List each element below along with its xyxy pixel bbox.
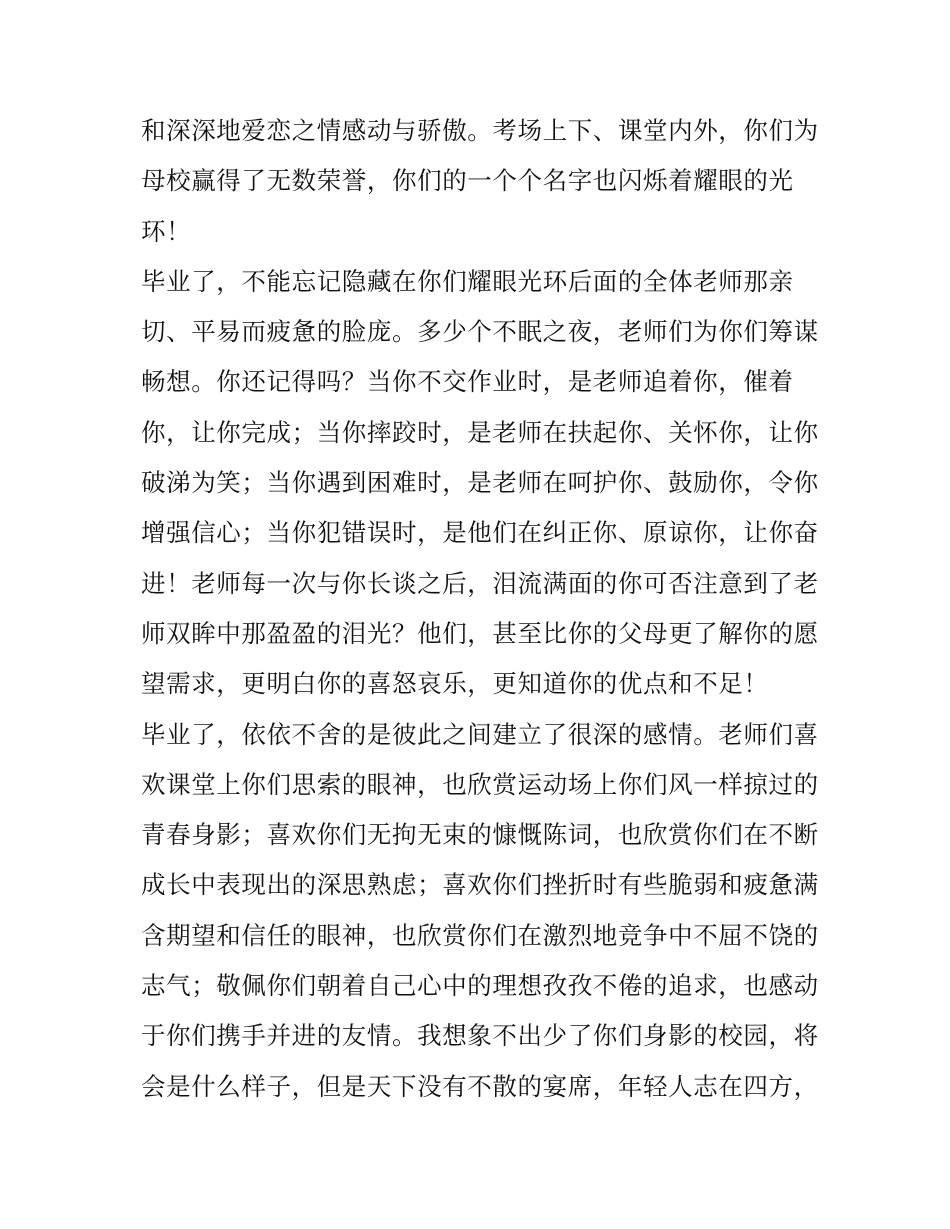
text-line: 畅想。你还记得吗？当你不交作业时，是老师追着你，催着	[141, 367, 794, 397]
text-line: 切、平易而疲惫的脸庞。多少个不眠之夜，老师们为你们筹谋	[141, 317, 819, 347]
text-line: 望需求，更明白你的喜怒哀乐，更知道你的优点和不足！	[141, 669, 769, 699]
text-line: 母校赢得了无数荣誉，你们的一个个名字也闪烁着耀眼的光	[141, 166, 794, 196]
text-line: 增强信心；当你犯错误时，是他们在纠正你、原谅你，让你奋	[141, 518, 819, 548]
text-line: 青春身影；喜欢你们无拘无束的慷慨陈词，也欣赏你们在不断	[141, 820, 819, 850]
text-line: 于你们携手并进的友情。我想象不出少了你们身影的校园，将	[141, 1021, 819, 1051]
text-line: 含期望和信任的眼神，也欣赏你们在激烈地竞争中不屈不饶的	[141, 920, 819, 950]
text-line: 进！老师每一次与你长谈之后，泪流满面的你可否注意到了老	[141, 568, 819, 598]
text-line: 成长中表现出的深思熟虑；喜欢你们挫折时有些脆弱和疲惫满	[141, 870, 819, 900]
text-line: 师双眸中那盈盈的泪光？他们，甚至比你的父母更了解你的愿	[141, 618, 819, 648]
text-line: 会是什么样子，但是天下没有不散的宴席，年轻人志在四方，	[141, 1071, 819, 1101]
text-line: 欢课堂上你们思索的眼神，也欣赏运动场上你们风一样掠过的	[141, 769, 819, 799]
text-line: 和深深地爱恋之情感动与骄傲。考场上下、课堂内外，你们为	[141, 116, 819, 145]
text-line: 志气；敬佩你们朝着自己心中的理想孜孜不倦的追求，也感动	[141, 971, 819, 1001]
text-line: 环！	[141, 216, 192, 246]
document-body	[141, 106, 821, 1112]
text-line: 破涕为笑；当你遇到困难时，是老师在呵护你、鼓励你，令你	[141, 468, 819, 498]
text-line: 你，让你完成；当你摔跤时，是老师在扶起你、关怀你，让你	[141, 417, 819, 447]
text-line: 毕业了，不能忘记隐藏在你们耀眼光环后面的全体老师那亲	[141, 266, 794, 296]
text-line: 毕业了，依依不舍的是彼此之间建立了很深的感情。老师们喜	[141, 719, 819, 749]
